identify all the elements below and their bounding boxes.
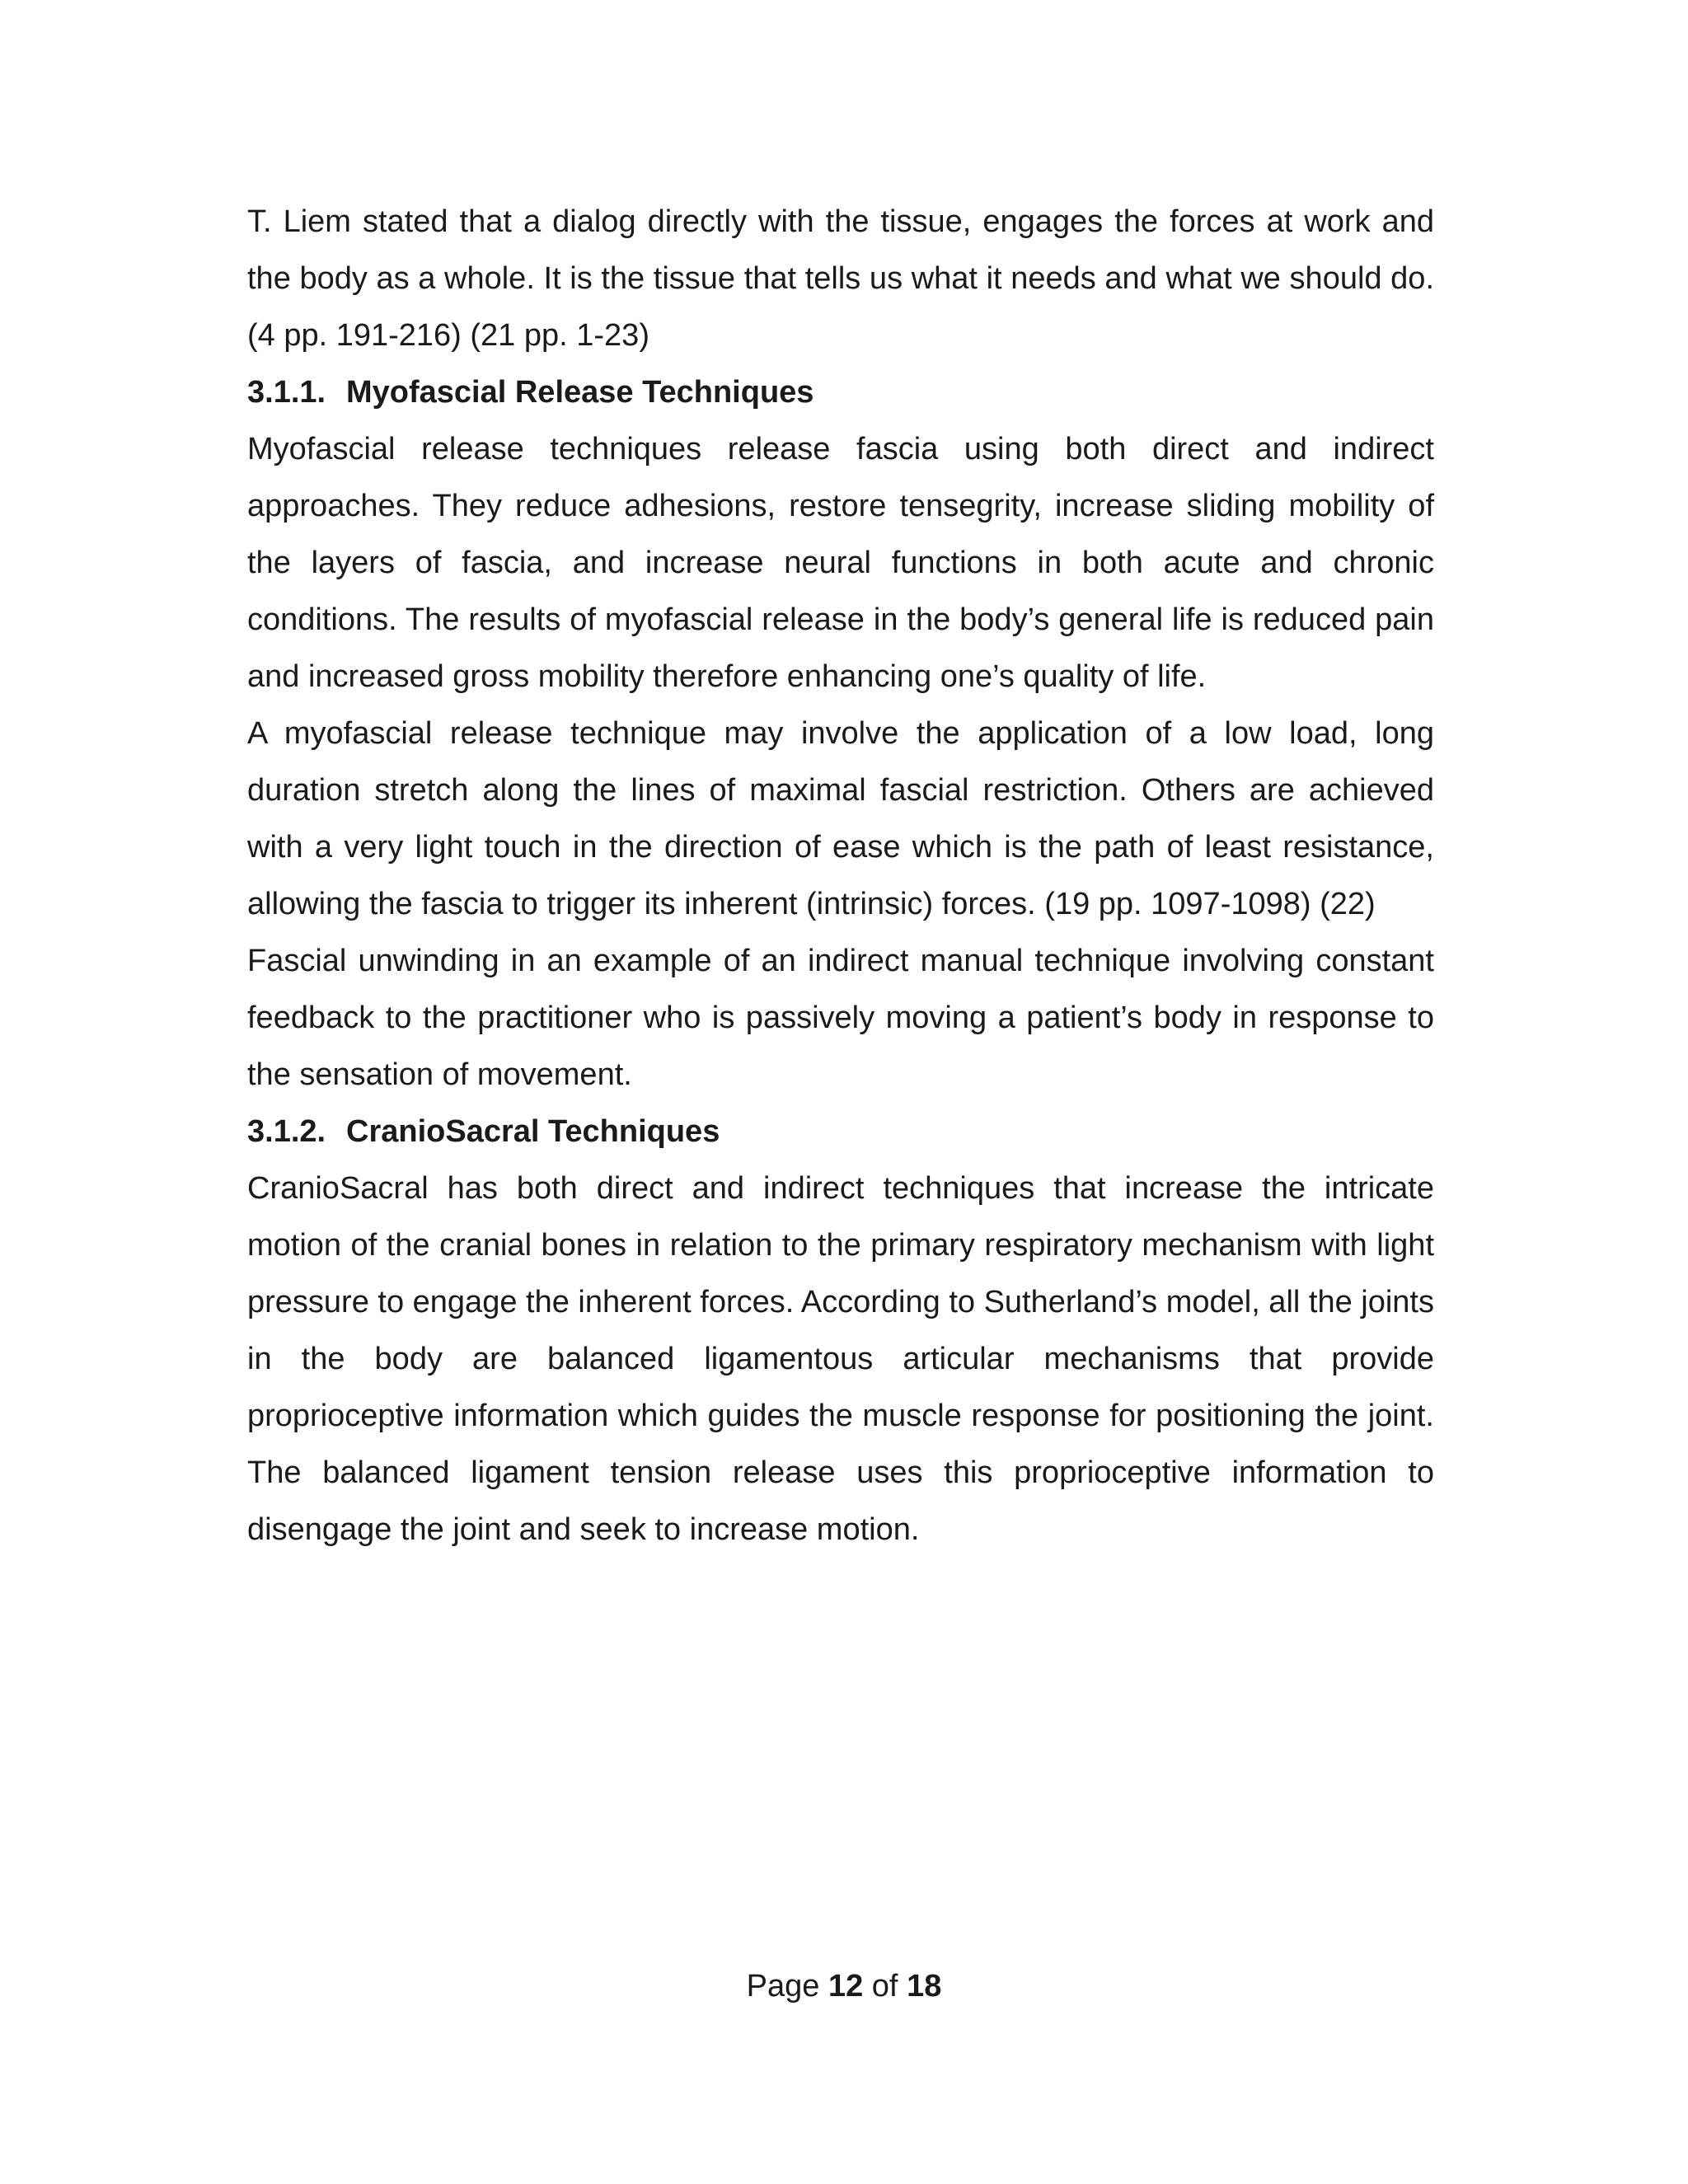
- section-heading-myofascial: [247, 364, 1434, 421]
- paragraph-myofascial-1: Myofascial release techniques release fascia using both direct and indirect approaches. They reduce adhesions, restore tensegrity, increase sliding mobility of the layers of fascia, and increase neural functions in both acute and chronic conditions. The results of myofascial release in the body’s general life is reduced pain and increased gross mobility therefore enhancing one’s quality of life.: [247, 432, 1434, 694]
- of-label: of: [871, 1969, 898, 2004]
- section-number: 3.1.1.: [247, 375, 326, 410]
- section-title: CranioSacral Techniques: [346, 1114, 720, 1149]
- current-page-number: 12: [828, 1969, 864, 2004]
- paragraph-myofascial-3: Fascial unwinding in an example of an indirect manual technique involving constant feedback to the practitioner who is passively moving a patient’s body in response to the sensation of movement.: [247, 944, 1434, 1092]
- paragraph-intro: T. Liem stated that a dialog directly with the tissue, engages the forces at work and the body as a whole. It is the tissue that tells us what it needs and what we should do. (4 pp. 191-216) (21 pp. 1-23): [247, 204, 1434, 353]
- page-label: Page: [746, 1969, 820, 2004]
- page-content: [247, 194, 1434, 1558]
- paragraph-craniosacral-1: CranioSacral has both direct and indirect techniques that increase the intricate motion of the cranial bones in relation to the primary respiratory mechanism with light pressure to engage the inherent forces. According to Sutherland’s model, all the joints in the body are balanced ligamentous articular mechanisms that provide proprioceptive information which guides the muscle response for positioning the joint. The balanced ligament tension release uses this proprioceptive information to disengage the joint and seek to increase motion.: [247, 1171, 1434, 1547]
- section-title: Myofascial Release Techniques: [346, 375, 814, 410]
- paragraph-myofascial-2: A myofascial release technique may involve the application of a low load, long duration stretch along the lines of maximal fascial restriction. Others are achieved with a very light touch in the direction of ease which is the path of least resistance, allowing the fascia to trigger its inherent (intrinsic) forces. (19 pp. 1097-1098) (22): [247, 716, 1434, 921]
- section-heading-craniosacral: [247, 1104, 1434, 1160]
- total-pages-number: 18: [907, 1969, 942, 2004]
- page-footer: [0, 1961, 1688, 2011]
- section-number: 3.1.2.: [247, 1114, 326, 1149]
